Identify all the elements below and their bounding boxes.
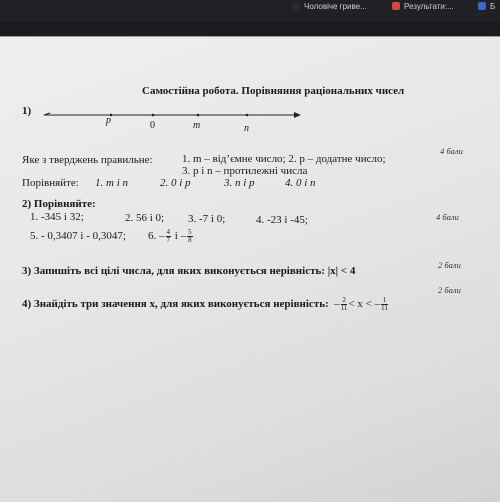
task2-points: 4 бали [436,212,459,222]
number-line [44,103,304,133]
fraction-4-7 [166,229,172,244]
fraction-denominator: 7 [166,235,170,244]
task2-item-5: 5. - 0,3407 і - 0,3047; [30,230,126,242]
item6-prefix: 6. [148,230,157,242]
axis-label-zero: 0 [150,120,155,131]
task4-text-line [22,295,389,313]
task2-item-2: 2. 56 і 0; [125,212,165,224]
fraction-numerator: 4 [166,227,170,236]
point-m [197,114,200,117]
task1-statements-line1: 1. m – від’ємне число; 2. p – додатне число; [182,153,386,165]
task2-item-3: 3. -7 і 0; [188,213,226,225]
task4-points: 2 бали [438,285,461,295]
fraction-numerator: 2 [342,295,346,304]
axis-arrow-icon [294,112,301,118]
task1-question: Яке з тверджень правильне: [22,154,153,166]
tab-favicon-icon [292,2,300,10]
fraction-denominator: 8 [188,235,192,244]
task1-statements-line2: 3. p і n – протилежні числа [182,165,308,177]
minus-sign: – [159,230,165,242]
browser-tab-3[interactable] [478,0,500,14]
compare-label: Порівняйте: [22,177,79,189]
item6-separator: і [174,230,178,242]
task2-title: 2) Порівняйте: [22,198,96,210]
browser-tab-bar [0,0,500,22]
fraction-numerator: 5 [188,227,192,236]
fraction-2-11 [341,297,348,312]
fraction-1-11 [381,297,388,312]
browser-tab-2[interactable] [392,0,470,14]
task4-text: 4) Знайдіть три значення x, для яких виконується нерівність: [22,298,329,310]
browser-tab-1[interactable] [292,0,374,14]
tab-label: Чоловіче гриве... [304,2,367,11]
fraction-numerator: 1 [382,295,387,304]
compare-item-2: 2. 0 і p [160,177,191,189]
task1-points: 4 бали [440,146,463,156]
page-title: Самостійна робота. Порівняння раціональних чисел [142,85,405,97]
fraction-denominator: 11 [340,303,348,312]
worksheet-paper [0,36,500,502]
task2-item-6 [148,227,194,245]
compare-item-1: 1. m і n [95,177,128,189]
axis-label-m: m [193,120,201,131]
tab-favicon-icon [478,2,486,10]
minus-sign: – [180,230,187,242]
fraction-denominator: 11 [381,303,388,312]
axis-label-p: p [106,115,111,126]
axis-label-n: n [244,123,249,134]
tab-label: Б [490,2,496,11]
point-n [246,114,249,117]
task1-number: 1) [22,105,32,117]
task3-text: 3) Запишіть всі цілі числа, для яких виконується нерівність: |x| < 4 [22,265,356,277]
task2-item-4: 4. -23 і -45; [256,214,308,226]
inequality-middle: < x < – [348,298,381,310]
fraction-5-8 [187,229,193,244]
tab-favicon-icon [392,2,400,10]
compare-item-3: 3. n і p [224,177,255,189]
compare-item-4: 4. 0 і n [285,177,316,189]
point-zero [152,114,155,117]
task2-item-1: 1. -345 і 32; [30,211,84,223]
tab-label: Результати:... [404,2,454,11]
task4-inequality: – $\frac{2}{11}$ < x < – $\frac{1}{11}$ [331,295,388,312]
task3-points: 2 бали [438,260,461,270]
